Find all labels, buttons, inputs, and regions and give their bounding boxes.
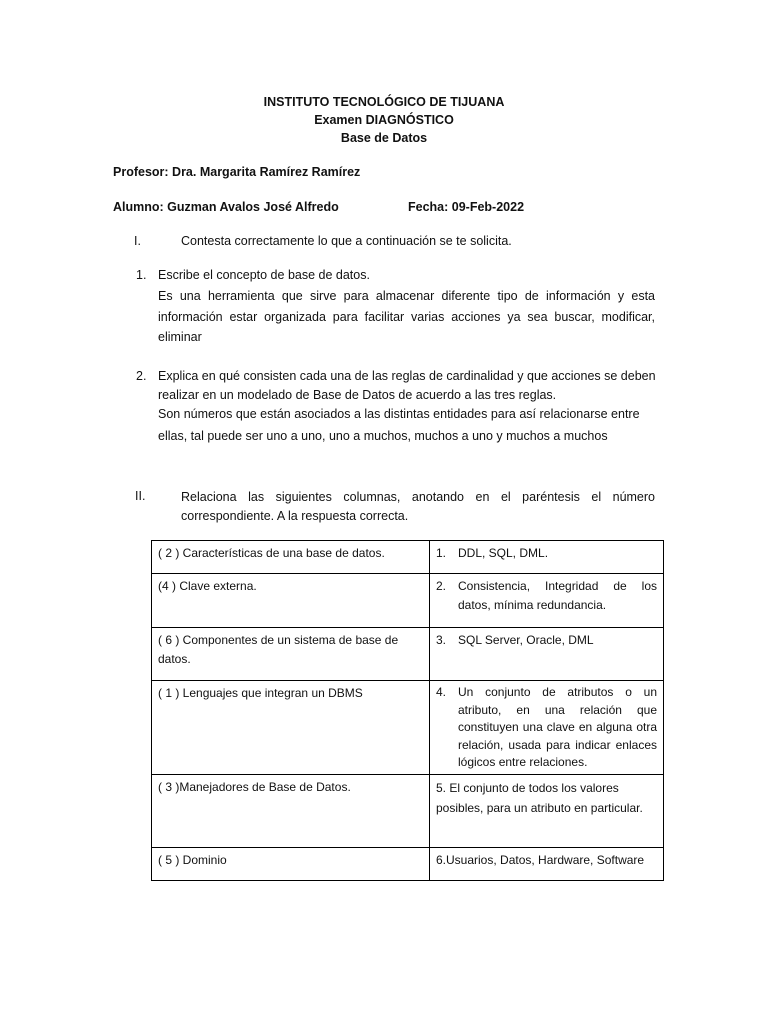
table-row <box>152 628 664 681</box>
option-text: Consistencia, Integridad de los datos, mínima redundancia. <box>458 579 657 612</box>
table-row <box>152 574 664 628</box>
institute-title: INSTITUTO TECNOLÓGICO DE TIJUANA <box>263 95 505 109</box>
section-2-numeral: II. <box>135 489 146 503</box>
date-line: Fecha: 09-Feb-2022 <box>408 200 525 214</box>
option-text: DDL, SQL, DML. <box>458 546 549 560</box>
table-row <box>152 681 664 775</box>
left-item-text: ( 5 ) Dominio <box>158 852 227 867</box>
option-text: 5. El conjunto de todos los valores posibles, para un atributo en particular. <box>436 780 643 815</box>
option-text: SQL Server, Oracle, DML <box>458 633 594 647</box>
table-row <box>152 847 664 880</box>
option-text: Un conjunto de atributos o un atributo, en una relación que constituyen una clave en alguna otra relación, usada para indicar enlaces lógicos entre relaciones. <box>458 685 657 769</box>
professor-line: Profesor: Dra. Margarita Ramírez Ramírez <box>113 165 361 179</box>
option-number: 4. <box>436 685 447 699</box>
option-number: 1. <box>436 546 447 560</box>
right-column-cell <box>430 541 664 574</box>
answer-2-line-2: ellas, tal puede ser uno a uno, uno a muchos, muchos a uno y muchos a muchos <box>158 429 608 443</box>
section-1-instruction: Contesta correctamente lo que a continuación se te solicita. <box>181 234 512 248</box>
left-column-cell <box>152 541 430 574</box>
right-column-cell <box>430 574 664 628</box>
right-column-cell <box>430 681 664 775</box>
left-column-cell <box>152 574 430 628</box>
left-column-cell <box>152 847 430 880</box>
left-column-cell <box>152 628 430 681</box>
section-2-instruction: Relaciona las siguientes columnas, anotando en el paréntesis el número correspondiente. A la respuesta correcta. <box>181 490 655 523</box>
question-2-line-1: Explica en qué consisten cada una de las reglas de cardinalidad y que acciones se deben <box>158 369 656 383</box>
left-item-text: ( 6 ) Componentes de un sistema de base de datos. <box>158 633 399 666</box>
option-number: 3. <box>436 633 447 647</box>
left-item-text: ( 2 ) Características de una base de datos. <box>158 546 385 560</box>
question-2-number: 2. <box>136 369 147 383</box>
table-row <box>152 774 664 847</box>
right-column-cell <box>430 847 664 880</box>
student-line: Alumno: Guzman Avalos José Alfredo <box>113 200 339 214</box>
option-text: 6.Usuarios, Datos, Hardware, Software <box>436 852 645 867</box>
table-row <box>152 541 664 574</box>
left-item-text: (4 ) Clave externa. <box>158 579 257 593</box>
right-column-cell <box>430 774 664 847</box>
left-column-cell <box>152 774 430 847</box>
right-column-cell <box>430 628 664 681</box>
option-number: 2. <box>436 579 447 593</box>
answer-1-text: Es una herramienta que sirve para almacenar diferente tipo de información y esta información estar organizada para facilitar varias acciones ya sea buscar, modificar, eliminar <box>158 289 655 344</box>
answer-2-line-1: Son números que están asociados a las distintas entidades para así relacionarse entre <box>158 407 640 421</box>
question-2-line-2: realizar en un modelado de Base de Datos de acuerdo a las tres reglas. <box>158 388 557 402</box>
left-item-text: ( 1 ) Lenguajes que integran un DBMS <box>158 686 363 700</box>
left-column-cell <box>152 681 430 775</box>
left-item-text: ( 3 )Manejadores de Base de Datos. <box>158 779 351 794</box>
exam-title: Examen DIAGNÓSTICO <box>314 113 454 127</box>
subject-title: Base de Datos <box>340 131 428 145</box>
matching-table <box>151 540 664 881</box>
question-1-number: 1. <box>136 268 147 282</box>
section-1-numeral: I. <box>134 234 141 248</box>
question-1-text: Escribe el concepto de base de datos. <box>158 268 370 282</box>
